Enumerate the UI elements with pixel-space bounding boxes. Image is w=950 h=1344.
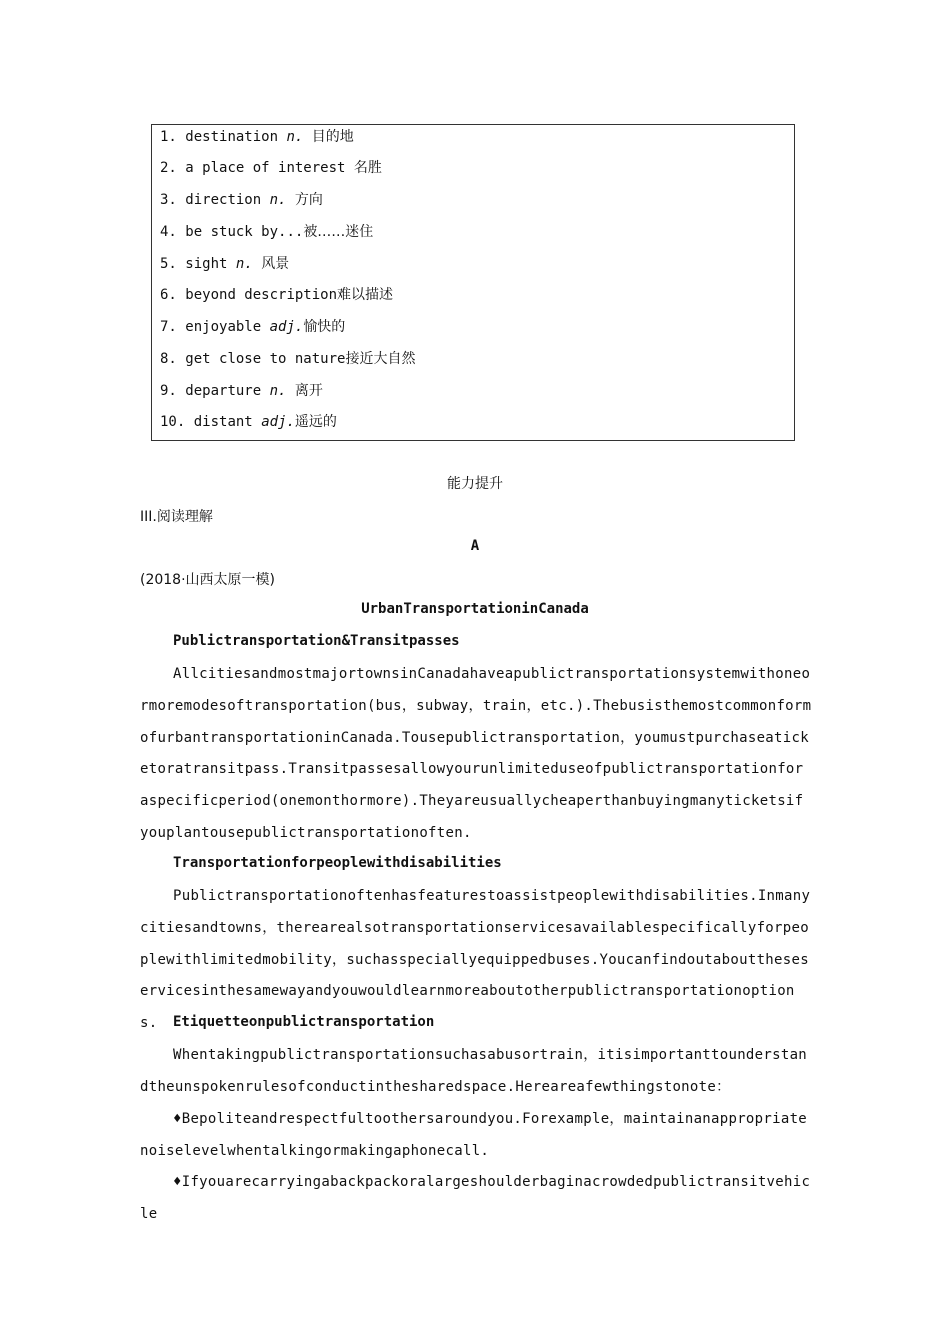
bullet-paragraph: ♦Bepoliteandrespectfultoothersaroundyou.Forexample，maintainanappropriatenoiselevelwhentalkingormakingaphonecall. <box>140 1111 808 1159</box>
vocab-item: 3. direction n. 方向 <box>160 192 323 208</box>
section-heading: Publictransportation&Transitpasses <box>173 633 460 649</box>
vocab-item: 9. departure n. 离开 <box>160 383 323 399</box>
vocab-item: 5. sight n. 风景 <box>160 256 290 272</box>
article-title: UrbanTransportationinCanada <box>361 601 589 617</box>
passage-letter: A <box>470 538 480 554</box>
vocab-item: 10. distant adj.遥远的 <box>160 414 337 430</box>
vocab-item: 4. be stuck by...被……迷住 <box>160 224 374 240</box>
source-note: (2018·山西太原一模) <box>140 572 276 588</box>
section-heading: Etiquetteonpublictransportation <box>173 1014 435 1030</box>
section-heading: Transportationforpeoplewithdisabilities <box>173 855 502 871</box>
vocab-item: 2. a place of interest 名胜 <box>160 160 382 176</box>
section-title: 能力提升 <box>447 476 503 492</box>
part-label: III.阅读理解 <box>140 509 213 525</box>
vocab-item: 8. get close to nature接近大自然 <box>160 351 416 367</box>
paragraph: Publictransportationoftenhasfeaturestoassistpeoplewithdisabilities.Inmanycitiesandtowns，therearealsotransportationservicesavailablespecificallyforpeoplewithlimitedmobility，suchasspeciallyequippedbuses.Youcanfindoutabouttheseservicesinthesamewayandyouwouldlearnmoreaboutotherpublictransportationoptions. <box>140 888 811 1032</box>
vocabulary-box <box>151 124 795 441</box>
paragraph: AllcitiesandmostmajortownsinCanadahaveapublictransportationsystemwithoneormoremodesoftransportation(bus，subway，train，etc.).ThebusisthemostcommonformofurbantransportationinCanada.Tousepublictransportation，youmustpurchaseaticketoratransitpass.Transitpassesallowyourunlimiteduseofpublictransportationforaspecificperiod(onemonthormore).Theyareusuallycheaperthanbuyingmanyticketsifyouplantousepublictransportationoften. <box>140 666 812 841</box>
vocab-item: 1. destination n. 目的地 <box>160 129 354 145</box>
vocab-item: 6. beyond description难以描述 <box>160 287 394 303</box>
paragraph: Whentakingpublictransportationsuchasabusortrain，itisimportanttounderstandtheunspokenrulesofconductinthesharedspace.Hereareafewthingstonote： <box>140 1047 808 1095</box>
vocab-item: 7. enjoyable adj.愉快的 <box>160 319 346 335</box>
bullet-paragraph: ♦Ifyouarecarryingabackpackoralargeshoulderbaginacrowdedpublictransitvehicle <box>140 1174 811 1222</box>
